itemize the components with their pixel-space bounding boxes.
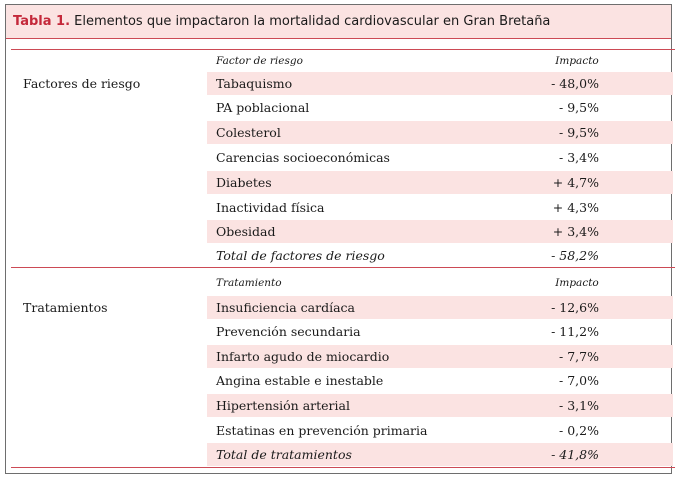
column-header-treatment: Tratamiento [216, 277, 282, 289]
table-row [207, 146, 673, 169]
group-label-risk-factors: Factores de riesgo [23, 76, 141, 91]
row-value: - 7,7% [559, 349, 599, 364]
table-row [207, 171, 673, 194]
row-value: - 48,0% [551, 76, 599, 91]
table-row [207, 296, 673, 319]
row-name: Prevención secundaria [216, 324, 361, 339]
table-row [207, 96, 673, 119]
total-value: - 41,8% [551, 447, 599, 462]
row-value: - 3,4% [559, 150, 599, 165]
row-value: - 9,5% [559, 125, 599, 140]
total-row [207, 443, 673, 466]
table-row [207, 345, 673, 368]
row-name: Infarto agudo de miocardio [216, 349, 390, 364]
row-name: Angina estable e inestable [216, 373, 384, 388]
row-name: Hipertensión arterial [216, 398, 350, 413]
row-name: Obesidad [216, 224, 276, 239]
row-name: Tabaquismo [216, 76, 293, 91]
table-row [207, 320, 673, 343]
table-row [207, 394, 673, 417]
column-header-impact: Impacto [555, 277, 599, 289]
row-value: - 0,2% [559, 423, 599, 438]
group-label-treatments: Tratamientos [23, 300, 108, 315]
table-row [207, 72, 673, 95]
row-value: - 3,1% [559, 398, 599, 413]
total-row [207, 244, 673, 267]
section-header-row [207, 50, 673, 73]
table-row [207, 121, 673, 144]
row-value: + 4,3% [552, 200, 599, 215]
total-name: Total de tratamientos [216, 447, 352, 462]
table-title: Elementos que impactaron la mortalidad cardiovascular en Gran Bretaña [74, 14, 551, 29]
table-bottom-rule [11, 467, 675, 468]
total-name: Total de factores de riesgo [216, 248, 385, 263]
total-value: - 58,2% [551, 248, 599, 263]
table-row [207, 196, 673, 219]
column-header-factor: Factor de riesgo [216, 55, 303, 67]
table-row [207, 220, 673, 243]
row-name: Insuficiencia cardíaca [216, 300, 355, 315]
row-name: Estatinas en prevención primaria [216, 423, 428, 438]
column-header-impact: Impacto [555, 55, 599, 67]
table-frame [5, 4, 672, 474]
row-value: - 12,6% [551, 300, 599, 315]
row-name: Colesterol [216, 125, 281, 140]
row-value: - 9,5% [559, 100, 599, 115]
row-value: + 4,7% [552, 175, 599, 190]
row-value: - 11,2% [551, 324, 599, 339]
section-header-row [207, 272, 673, 295]
table-row [207, 369, 673, 392]
row-value: + 3,4% [552, 224, 599, 239]
table-label: Tabla 1. [13, 14, 71, 29]
table-title-bar [6, 5, 671, 39]
row-name: Inactividad física [216, 200, 325, 215]
row-name: Diabetes [216, 175, 272, 190]
table-row [207, 419, 673, 442]
row-name: Carencias socioeconómicas [216, 150, 390, 165]
section-divider-rule [11, 267, 675, 268]
row-name: PA poblacional [216, 100, 310, 115]
row-value: - 7,0% [559, 373, 599, 388]
